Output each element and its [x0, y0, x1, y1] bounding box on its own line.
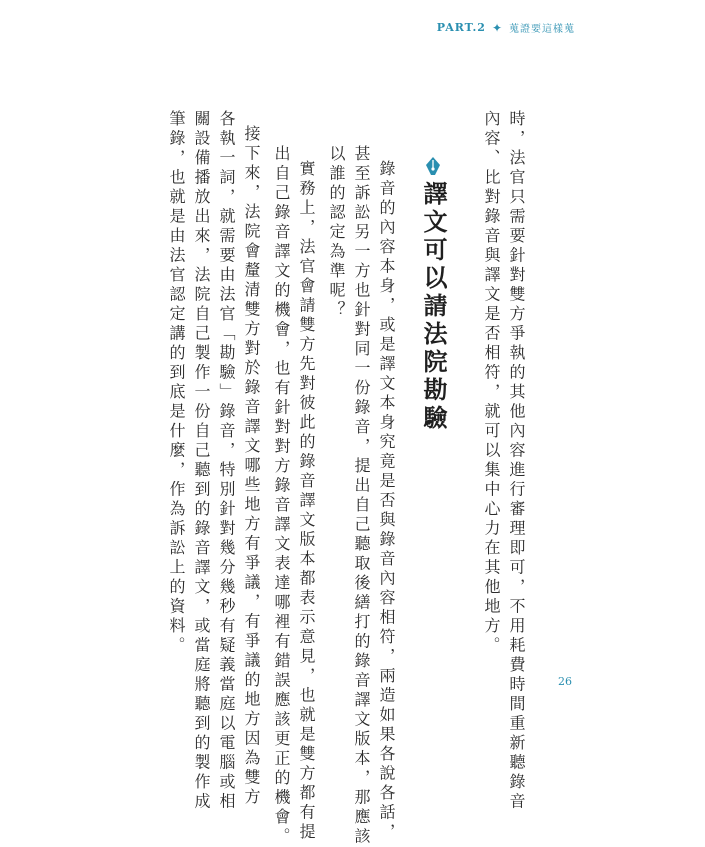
text-column: 各執一詞，就需要由法官「勘驗」錄音，特別針對幾分幾秒有疑義當庭以電腦或相: [217, 110, 236, 812]
section-title: 譯文可以請法院勘驗: [419, 181, 447, 433]
text-column: 筆錄，也就是由法官認定講的到底是什麼，作為訴訟上的資料。: [167, 110, 186, 656]
text-column: 甚至訴訟另一方也針對同一份錄音，提出自己聽取後繕打的錄音譯文版本，那應該: [352, 145, 371, 847]
text-column: 錄音的內容本身，或是譯文本身究竟是否與錄音內容相符，兩造如果各說各話，: [377, 160, 396, 843]
text-column: 內容、比對錄音與譯文是否相符，就可以集中心力在其他地方。: [482, 110, 501, 656]
text-column: 時，法官只需要針對雙方爭執的其他內容進行審理即可，不用耗費時間重新聽錄音: [507, 110, 526, 812]
running-head: [437, 20, 575, 35]
chapter-title: 蒐證要這樣蒐: [509, 24, 575, 35]
text-column: 實務上，法官會請雙方先對彼此的錄音譯文版本都表示意見，也就是雙方都有提: [297, 160, 316, 843]
text-column: 出自己錄音譯文的機會，也有針對對方錄音譯文表達哪裡有錯誤應該更正的機會。: [272, 145, 291, 847]
section-heading: [421, 155, 445, 433]
page-number: 26: [558, 675, 572, 688]
part-label: PART.2: [436, 21, 486, 34]
text-column: 以誰的認定為準呢？: [327, 145, 346, 321]
text-column: 接下來，法院會釐清雙方對於錄音譯文哪些地方有爭議，有爭議的地方因為雙方: [242, 125, 261, 808]
text-column: 關設備播放出來，法院自己製作一份自己聽到的錄音譯文，或當庭將聽到的製作成: [192, 110, 211, 812]
star-icon: ✦: [491, 20, 503, 35]
fountain-pen-icon: [422, 155, 444, 177]
